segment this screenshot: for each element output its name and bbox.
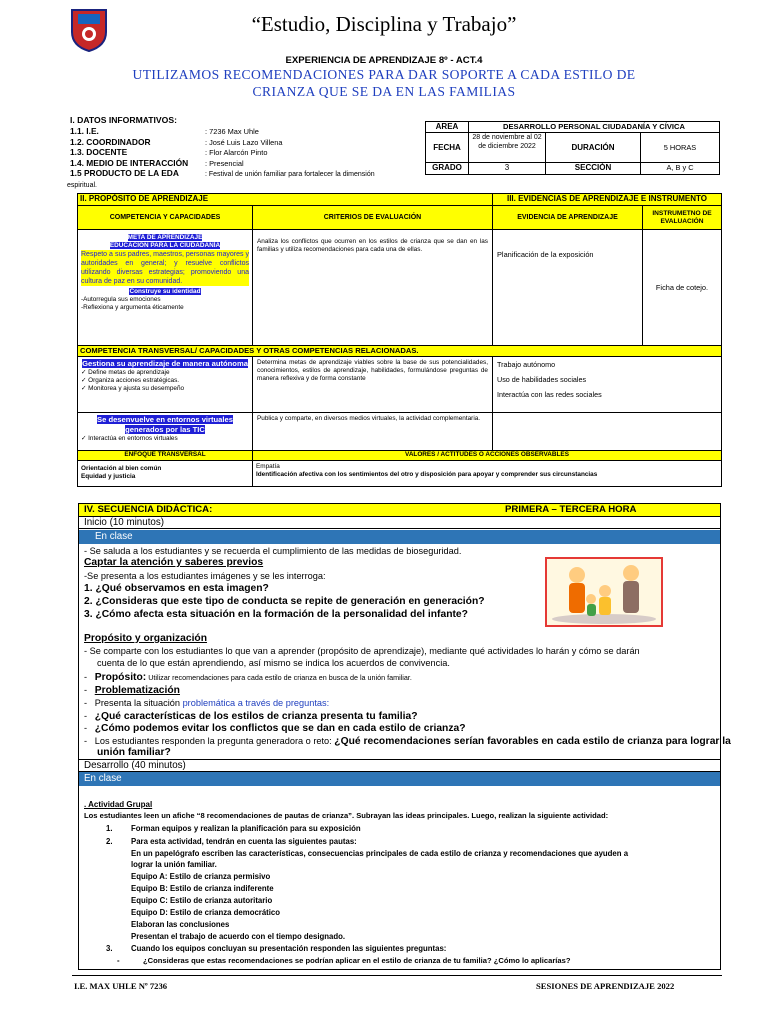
captar-heading: Captar la atención y saberes previos — [84, 557, 264, 568]
session-title-2: CRIANZA QUE SE DA EN LAS FAMILIAS — [252, 84, 516, 99]
seq-line-1: - Se saluda a los estudiantes y se recuerda el cumplimiento de las medidas de bioseguridad. — [84, 546, 462, 556]
gestiona-title: Gestiona su aprendizaje de manera autónoma — [82, 359, 248, 368]
duracion-label: DURACIÓN — [546, 133, 641, 163]
criterio-text: Analiza los conflictos que ocurren en los estilos de crianza que se dan en las familias y utiliza recomendaciones para cada una de ellas. — [253, 230, 493, 346]
proposito-organizacion: Propósito y organización — [84, 633, 208, 644]
seq-line-3a: - Se comparte con los estudiantes lo que van a aprender (propósito de aprendizaje), mediante qué actividades lo harán y cómo se darán — [84, 646, 640, 656]
proposito-label: Propósito: — [94, 672, 147, 683]
question-1: 1. ¿Qué observamos en esta imagen? — [84, 583, 269, 594]
team-d: Equipo D: Estilo de crianza democrático — [131, 908, 281, 917]
datos-value: : Presencial — [205, 158, 244, 168]
step-num-2: 2. — [106, 837, 113, 846]
meta-sub: EDUCACIÓN PARA LA CIUDADANÍA — [109, 242, 221, 249]
col-instrumento: INSTRUMETNO DE EVALUACIÓN — [643, 206, 722, 230]
activity-intro: Los estudiantes leen un afiche “8 recomendaciones de pautas de crianza”. Subrayan las ideas principales. Luego, realizan la siguiente actividad: — [84, 811, 609, 820]
desenvuelve-item: ✓ Interactúa en entornos virtuales — [81, 435, 178, 442]
duracion-value: 5 HORAS — [641, 133, 720, 163]
datos-row — [70, 137, 420, 148]
en-clase-label: En clase — [95, 531, 133, 542]
datos-value: : Flor Alarcón Pinto — [205, 148, 268, 157]
present-work: Presentan el trabajo de acuerdo con el tiempo designado. — [131, 932, 346, 941]
identity-label: Construye su identidad — [129, 288, 201, 295]
transversal-heading: COMPETENCIA TRANSVERSAL/ CAPACIDADES Y OTRAS COMPETENCIAS RELACIONADAS. — [78, 346, 722, 357]
question-2: 2. ¿Consideras que este tipo de conducta se repite de generación en generación? — [84, 596, 485, 607]
desarrollo-row — [79, 759, 720, 772]
seq-line-5a: Los estudiantes responden la pregunta generadora o reto: — [94, 736, 335, 746]
step-2-detail: En un papelógrafo escriben las características, consecuencias principales de cada estilo de crianza y recomendaciones que ayuden a — [131, 849, 629, 858]
gestiona-criterio: Determina metas de aprendizaje viables sobre la base de sus potencialidades, conocimientos, estilos de aprendizaje, habilidades, formulándose preguntas de manera reflexiva y de forma constante — [253, 357, 493, 413]
datos-row — [70, 158, 420, 169]
proposito-heading: II. PROPÓSITO DE APRENDIZAJE — [78, 194, 493, 206]
step-3: Cuando los equipos concluyan su presentación responden las siguientes preguntas: — [131, 944, 447, 953]
question-3: 3. ¿Cómo afecta esta situación en la formación de la personalidad del infante? — [84, 609, 468, 620]
datos-list — [70, 126, 420, 179]
desenvuelve-title: Se desenvuelve en entornos virtuales generados por las TIC — [97, 415, 233, 434]
cap-1: -Autorregula sus emociones — [81, 296, 161, 303]
enfoque-heading: ENFOQUE TRANSVERSAL — [78, 451, 253, 461]
motto: “Estudio, Disciplina y Trabajo” — [251, 12, 517, 36]
datos-value: : José Luis Lazo Villena — [205, 137, 283, 147]
grado-label: GRADO — [426, 163, 469, 175]
footer-school: I.E. MAX UHLE Nº 7236 — [74, 981, 168, 991]
grado-value: 3 — [469, 163, 546, 175]
list-item-text: Define metas de aprendizaje — [88, 369, 170, 376]
list-item-text: Monitorea y ajusta su desempeño — [88, 385, 185, 392]
datos-wrap: espiritual. — [67, 182, 97, 189]
en-clase-bar — [79, 530, 720, 544]
inicio-label: Inicio (10 minutos) — [84, 517, 165, 528]
problematizacion-label: Problematización — [94, 685, 180, 696]
list-item-text: Interactúa en entornos virtuales — [88, 435, 178, 442]
team-a: Equipo A: Estilo de crianza permisivo — [131, 872, 271, 881]
session-title-1: UTILIZAMOS RECOMENDACIONES PARA DAR SOPORTE A CADA ESTILO DE — [132, 67, 636, 82]
meta-text: Respeto a sus padres, maestros, personas mayores y autoridades en general; y resuelve conflictos utilizando diversas estrategias; promoviendo una cultura de paz en su comunidad. — [81, 251, 249, 285]
datos-label: 1.5 PRODUCTO DE LA EDA — [70, 168, 179, 178]
seq-line-4b: problemática a través de preguntas: — [182, 698, 330, 708]
inicio-row — [79, 516, 720, 529]
step-num-1: 1. — [106, 824, 113, 833]
seccion-label: SECCIÓN — [546, 163, 641, 175]
conclusions: Elaboran las conclusiones — [131, 920, 230, 929]
g-evid-2: Uso de habilidades sociales — [497, 375, 587, 384]
datos-value: : 7236 Max Uhle — [205, 127, 259, 136]
step-num-3: 3. — [106, 944, 113, 953]
g-evid-1: Trabajo autónomo — [497, 360, 556, 369]
list-item-text: Organiza acciones estratégicas. — [88, 377, 180, 384]
en-clase-label-2: En clase — [84, 773, 122, 784]
valor-2: Identificación afectiva con los sentimientos del otro y disposición para apoyar y comprender sus circunstancias — [256, 471, 598, 478]
datos-label: 1.2. COORDINADOR — [70, 136, 151, 147]
step-2-detail-b: lograr la unión familiar. — [131, 860, 217, 869]
step-3-question: ¿Consideras que estas recomendaciones se podrían aplicar en el estilo de crianza de tu familia? ¿Cómo lo aplicarías? — [143, 956, 571, 965]
g-evid-3: Interactúa con las redes sociales — [497, 390, 602, 399]
datos-label: 1.3. DOCENTE — [70, 147, 128, 157]
seq-line-5b: ¿Qué recomendaciones serían favorables en cada estilo de crianza para lograr la — [334, 736, 731, 747]
seccion-value: A, B y C — [641, 163, 720, 175]
list-item: ✓ Define metas de aprendizaje — [81, 369, 170, 376]
team-b: Equipo B: Estilo de crianza indiferente — [131, 884, 274, 893]
meta-title: META DE APRENDIZAJE — [127, 234, 203, 241]
proposito-table — [77, 193, 722, 487]
datos-label: 1.1. I.E. — [70, 126, 99, 136]
valor-1: Empatía — [256, 463, 280, 470]
actividad-grupal: . Actividad Grupal — [84, 800, 153, 809]
seq-line-4a: Presenta la situación — [94, 698, 183, 708]
family-image-icon — [547, 559, 661, 625]
hora-label: PRIMERA – TERCERA HORA — [505, 504, 637, 515]
area-value: DESARROLLO PERSONAL CIUDADANÍA Y CÍVICA — [469, 122, 720, 133]
col-evidencia: EVIDENCIA DE APRENDIZAJE — [493, 206, 643, 230]
fecha-value: 28 de noviembre al 02 de diciembre 2022 — [469, 133, 546, 163]
datos-row — [70, 168, 420, 179]
desenvuelve-criterio: Publica y comparte, en diversos medios virtuales, la actividad complementaria. — [253, 413, 493, 451]
family-illustration — [545, 557, 663, 627]
evidencias-heading: III. EVIDENCIAS DE APRENDIZAJE E INSTRUMENTO — [493, 194, 722, 206]
en-clase-bar-2 — [79, 772, 720, 786]
seq-line-5c: unión familiar? — [97, 747, 171, 758]
enfoque-2: Equidad y justicia — [81, 473, 136, 480]
secuencia-heading-bar — [79, 504, 720, 516]
area-label: AREA — [426, 122, 469, 133]
experience-title: EXPERIENCIA DE APRENDIZAJE 8º - ACT.4 — [285, 55, 483, 66]
cap-2: -Reflexiona y argumenta éticamente — [81, 304, 184, 311]
enfoque-1: Orientación al bien común — [81, 465, 162, 472]
team-c: Equipo C: Estilo de crianza autoritario — [131, 896, 273, 905]
step-2: Para esta actividad, tendrán en cuenta las siguientes pautas: — [131, 837, 357, 846]
datos-row — [70, 147, 420, 158]
datos-heading: I. DATOS INFORMATIVOS: — [70, 115, 177, 125]
col-competencia: COMPETENCIA Y CAPACIDADES — [78, 206, 253, 230]
datos-value: : Festival de unión familiar para fortalecer la dimensión — [205, 171, 375, 178]
datos-label: 1.4. MEDIO DE INTERACCIÓN — [70, 157, 189, 168]
proposito-text: Utilizar recomendaciones para cada estilo de crianza en busca de la unión familiar. — [146, 673, 412, 682]
footer-rule — [72, 975, 722, 976]
gestiona-list — [81, 369, 249, 393]
seq-line-2: -Se presenta a los estudiantes imágenes y se les interroga: — [84, 571, 326, 581]
col-criterios: CRITERIOS DE EVALUACIÓN — [253, 206, 493, 230]
evidencia-text: Planificación de la exposición — [493, 230, 643, 346]
step-1: Forman equipos y realizan la planificación para su exposición — [131, 824, 361, 833]
valores-heading: VALORES / ACTITUDES O ACCIONES OBSERVABLES — [253, 451, 722, 461]
secuencia-heading: IV. SECUENCIA DIDÁCTICA: — [84, 504, 213, 515]
seq-line-3b: cuenta de lo que están aprendiendo, así mismo se indica los acuerdos de convivencia. — [97, 658, 450, 668]
fecha-label: FECHA — [426, 133, 469, 163]
instrumento-text: Ficha de cotejo. — [643, 230, 722, 346]
list-item: ✓ Organiza acciones estratégicas. — [81, 377, 180, 384]
desarrollo-label: Desarrollo (40 minutos) — [84, 760, 186, 771]
info-table — [425, 121, 720, 175]
question-5: ¿Cómo podemos evitar los conflictos que se dan en cada estilo de crianza? — [94, 723, 466, 734]
list-item: ✓ Monitorea y ajusta su desempeño — [81, 385, 185, 392]
datos-row — [70, 126, 420, 137]
question-4: ¿Qué características de los estilos de crianza presenta tu familia? — [94, 711, 418, 722]
footer-sessions: SESIONES DE APRENDIZAJE 2022 — [536, 981, 675, 991]
